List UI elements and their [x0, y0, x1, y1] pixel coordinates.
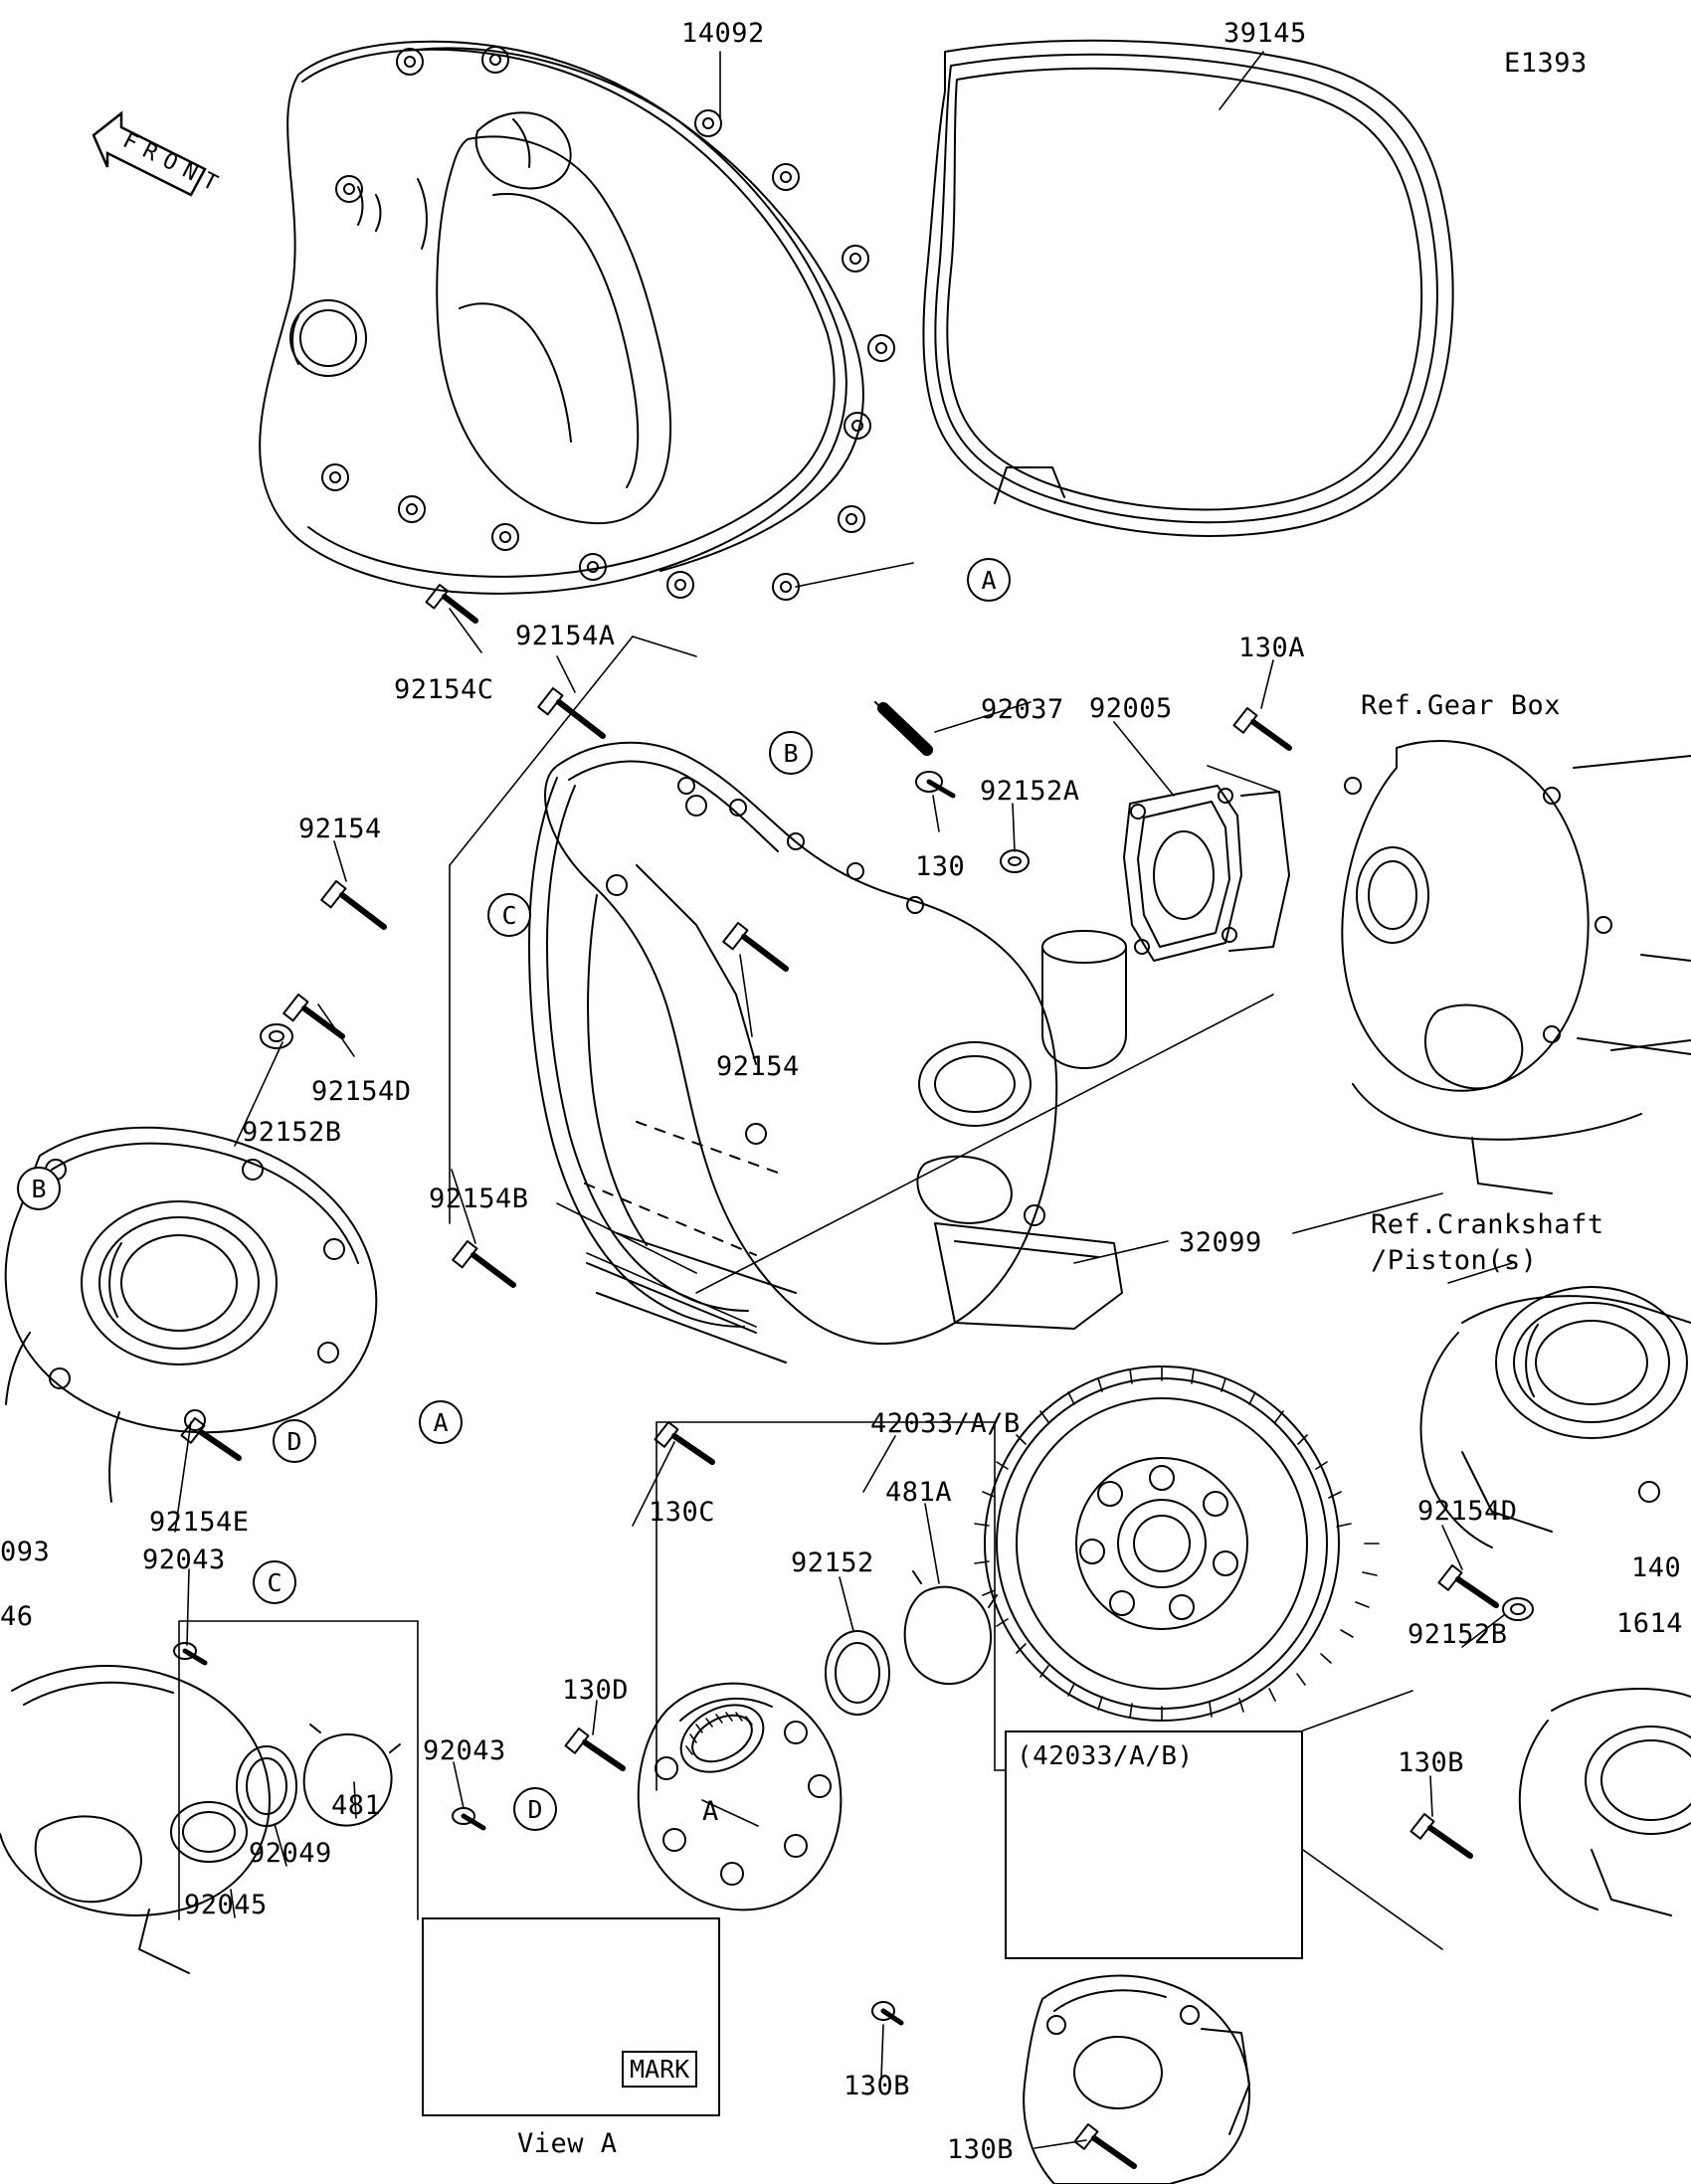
callout-130: 130: [915, 851, 966, 882]
callout-92154d-a: 92154D: [311, 1076, 412, 1107]
flywheel-inset-caption: (42033/A/B): [1017, 1741, 1194, 1771]
callout-1614: 1614: [1616, 1608, 1684, 1639]
callout-39145: 39145: [1223, 18, 1307, 49]
callout-130b-a: 130B: [1398, 1747, 1465, 1778]
section-bubble-c-1: C: [487, 893, 531, 937]
callout-481a: 481A: [885, 1477, 953, 1508]
front-direction-marker: [88, 109, 222, 197]
callout-92154-a: 92154: [298, 814, 382, 844]
callout-92005: 92005: [1089, 693, 1173, 724]
callout-92154a: 92154A: [515, 621, 616, 651]
callout-130d: 130D: [562, 1675, 630, 1706]
view-a-caption: View A: [517, 2128, 618, 2159]
section-bubble-d-2: D: [513, 1787, 557, 1831]
callout-42033: 42033/A/B: [870, 1408, 1021, 1439]
callout-92152b-a: 92152B: [242, 1117, 342, 1148]
callout-92152: 92152: [791, 1547, 874, 1578]
callout-92154c: 92154C: [394, 674, 494, 705]
front-letter-t: T: [198, 168, 222, 197]
front-letter-f: F: [118, 128, 142, 157]
section-bubble-d-1: D: [273, 1419, 316, 1463]
callout-130a: 130A: [1238, 633, 1306, 663]
callout-92152a: 92152A: [980, 776, 1080, 807]
section-bubble-a-2: A: [419, 1400, 463, 1444]
section-bubble-b-2: B: [17, 1167, 61, 1210]
callout-92043-b: 92043: [423, 1735, 506, 1766]
callout-92154d-b: 92154D: [1417, 1496, 1518, 1527]
front-letter-o: O: [158, 148, 182, 177]
callout-481: 481: [331, 1790, 382, 1821]
callout-92049: 92049: [249, 1838, 332, 1869]
callout-92154b: 92154B: [429, 1183, 529, 1214]
callout-92154-b: 92154: [716, 1051, 800, 1082]
section-bubble-a-1: A: [967, 558, 1011, 602]
callout-92154e: 92154E: [149, 1507, 250, 1538]
callout-92045: 92045: [184, 1890, 268, 1920]
diagram-code: E1393: [1504, 48, 1588, 79]
callout-093: 093: [0, 1537, 51, 1567]
callout-140: 140: [1631, 1552, 1682, 1583]
callout-92152b-b: 92152B: [1408, 1619, 1508, 1650]
callout-14092: 14092: [681, 18, 765, 49]
section-bubble-c-2: C: [253, 1560, 296, 1604]
mark-label: MARK: [622, 2051, 697, 2088]
ref-gear-box-label: Ref.Gear Box: [1361, 690, 1562, 721]
front-letter-r: R: [138, 138, 162, 167]
callout-130b-b: 130B: [844, 2071, 911, 2101]
callout-32099: 32099: [1179, 1227, 1262, 1258]
section-bubble-b-1: B: [769, 731, 813, 775]
callout-92043-a: 92043: [142, 1545, 226, 1575]
front-letter-n: N: [178, 158, 202, 187]
callout-130c: 130C: [649, 1497, 716, 1528]
callout-92037: 92037: [981, 694, 1064, 725]
ref-crankshaft-label: Ref.Crankshaft: [1371, 1209, 1604, 1240]
ref-piston-label: /Piston(s): [1371, 1245, 1538, 1276]
callout-46: 46: [0, 1601, 34, 1632]
section-bubble-a-3: A: [702, 1796, 719, 1827]
callout-130b-c: 130B: [947, 2134, 1015, 2165]
